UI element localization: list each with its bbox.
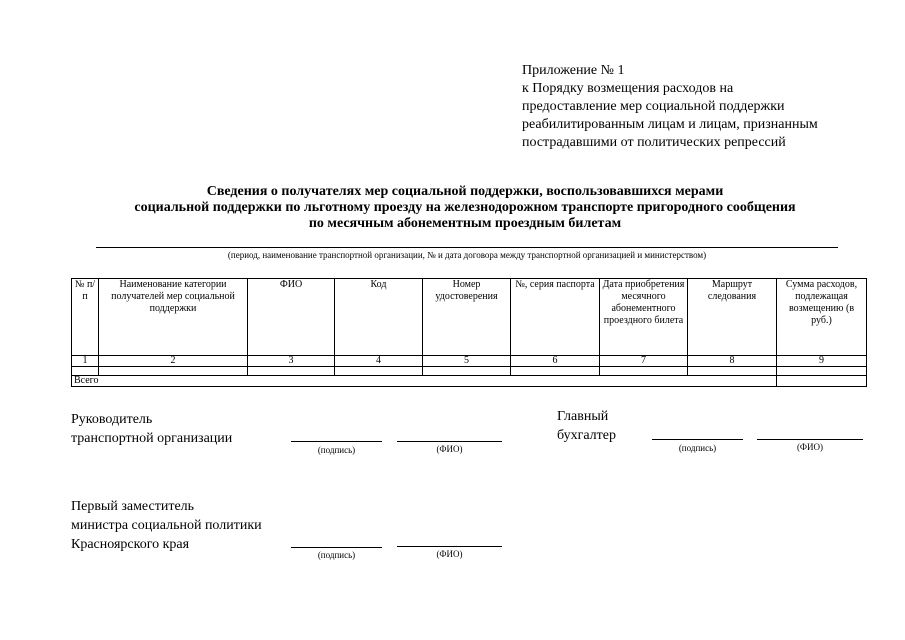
- deputy-name-line: [397, 546, 502, 547]
- header-cell-number: № п/п: [72, 279, 99, 356]
- header-cell-certificate: Номер удостоверения: [423, 279, 511, 356]
- table-cell: [248, 367, 335, 376]
- column-number-cell: 8: [688, 356, 777, 367]
- recipients-table: [71, 278, 867, 387]
- table-cell: [99, 367, 248, 376]
- period-caption: (период, наименование транспортной организации, № и дата договора между транспортной организацией и министерством): [227, 250, 707, 260]
- signatory-line: Главный: [557, 409, 609, 424]
- document-title: [95, 184, 835, 232]
- title-line: социальной поддержки по льготному проезду на железнодорожном транспорте пригородного сообщения: [134, 200, 796, 215]
- accountant-name-line: [757, 439, 863, 440]
- column-number-cell: 7: [600, 356, 688, 367]
- column-number-cell: 6: [511, 356, 600, 367]
- deputy-signatory-title: [71, 497, 262, 554]
- appendix-block: [522, 62, 818, 152]
- header-cell-passport: №, серия паспорта: [511, 279, 600, 356]
- column-number-cell: 5: [423, 356, 511, 367]
- deputy-signature-line: [291, 547, 382, 548]
- accountant-sign-caption: (подпись): [678, 443, 717, 453]
- deputy-sign-caption: (подпись): [317, 550, 356, 560]
- total-value-cell: [777, 376, 867, 387]
- table-cell: [688, 367, 777, 376]
- appendix-line: пострадавшими от политических репрессий: [522, 135, 786, 150]
- head-name-caption: (ФИО): [436, 444, 463, 454]
- header-cell-fio: ФИО: [248, 279, 335, 356]
- signatory-line: министра социальной политики: [71, 518, 262, 533]
- table-header-row: [72, 279, 867, 356]
- title-line: по месячным абонементным проездным билетам: [308, 216, 622, 231]
- title-line: Сведения о получателях мер социальной поддержки, воспользовавшихся мерами: [206, 184, 724, 199]
- period-fill-line: [96, 247, 838, 248]
- accountant-signature-line: [652, 439, 743, 440]
- appendix-line: предоставление мер социальной поддержки: [522, 99, 785, 114]
- accountant-name-caption: (ФИО): [796, 442, 824, 452]
- accountant-signatory-title: [557, 407, 616, 445]
- head-signature-line: [291, 441, 382, 442]
- header-cell-route: Маршрут следования: [688, 279, 777, 356]
- signatory-line: Руководитель: [71, 412, 153, 427]
- header-cell-amount: Сумма расходов, подлежащая возмещению (в руб.): [777, 279, 867, 356]
- signatory-line: Первый заместитель: [71, 499, 195, 514]
- appendix-line: реабилитированным лицам и лицам, признанным: [522, 117, 818, 132]
- column-number-cell: 2: [99, 356, 248, 367]
- head-sign-caption: (подпись): [317, 445, 356, 455]
- table-cell: [600, 367, 688, 376]
- table-cell: [423, 367, 511, 376]
- table-cell: [777, 367, 867, 376]
- signatory-line: бухгалтер: [557, 428, 616, 443]
- column-number-cell: 3: [248, 356, 335, 367]
- table-row: [72, 367, 867, 376]
- table-numbers-row: [72, 356, 867, 367]
- column-number-cell: 9: [777, 356, 867, 367]
- header-cell-category: Наименование категории получателей мер социальной поддержки: [99, 279, 248, 356]
- column-number-cell: 4: [335, 356, 423, 367]
- deputy-name-caption: (ФИО): [436, 549, 463, 559]
- table-cell: [511, 367, 600, 376]
- header-cell-code: Код: [335, 279, 423, 356]
- table-cell: [335, 367, 423, 376]
- total-label: Всего: [72, 376, 777, 387]
- column-number-cell: 1: [72, 356, 99, 367]
- header-cell-purchase-date: Дата приобретения месячного абонементного проездного билета: [600, 279, 688, 356]
- head-name-line: [397, 441, 502, 442]
- appendix-line: к Порядку возмещения расходов на: [522, 81, 734, 96]
- signatory-line: транспортной организации: [71, 431, 233, 446]
- head-signatory-title: [71, 410, 232, 448]
- appendix-line: Приложение № 1: [522, 63, 625, 78]
- table-total-row: [72, 376, 867, 387]
- signatory-line: Красноярского края: [71, 537, 190, 552]
